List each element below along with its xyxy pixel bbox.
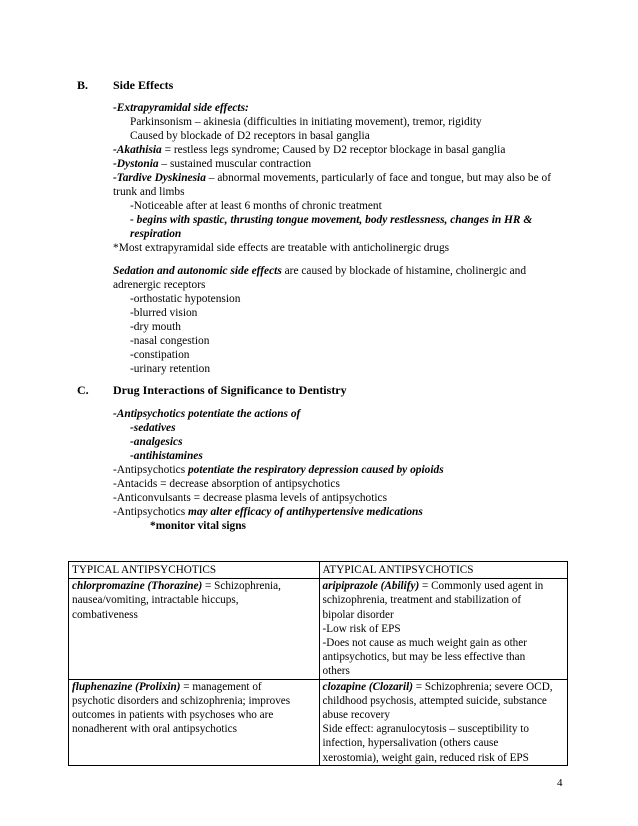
- eps-treatable-note: *Most extrapyramidal side effects are treatable with anticholinergic drugs: [113, 242, 450, 254]
- page-number: 4: [557, 777, 563, 789]
- antacids-line: -Antacids = decrease absorption of antipsychotics: [113, 478, 340, 490]
- cell-line: nonadherent with oral antipsychotics: [72, 723, 237, 736]
- autonomic-item: -urinary retention: [130, 363, 211, 375]
- table-row: [69, 679, 568, 765]
- td-note-noticeable: -Noticeable after at least 6 months of chronic treatment: [130, 200, 382, 212]
- atypical-cell: [319, 579, 567, 679]
- autonomic-item: -constipation: [130, 349, 190, 361]
- cell-line: Side effect: agranulocytosis – susceptibility to: [322, 723, 529, 736]
- section-b-letter: B.: [77, 78, 89, 92]
- cell-line: [72, 579, 316, 593]
- autonomic-item: -nasal congestion: [130, 335, 210, 347]
- typical-cell: [69, 579, 320, 679]
- tardive-dyskinesia-line: [113, 171, 551, 185]
- cell-text: = Schizophrenia,: [202, 580, 281, 593]
- sedation-desc-cont: adrenergic receptors: [113, 279, 206, 291]
- tardive-dyskinesia-desc: – abnormal movements, particularly of face and tongue, but may also be of: [205, 172, 552, 184]
- atypical-cell: [319, 679, 567, 765]
- cell-line: abuse recovery: [322, 709, 390, 722]
- section-c-letter: C.: [77, 383, 89, 397]
- cell-line: -Does not cause as much weight gain as other: [322, 637, 527, 650]
- section-c-title: Drug Interactions of Significance to Dentistry: [113, 383, 347, 397]
- parkinsonism-cause-line: Caused by blockade of D2 receptors in basal ganglia: [130, 130, 370, 142]
- cell-text: = management of: [180, 680, 262, 693]
- sedation-term: Sedation and autonomic side effects: [113, 265, 282, 277]
- typical-header: TYPICAL ANTIPSYCHOTICS: [69, 562, 320, 579]
- potentiate-heading: -Antipsychotics potentiate the actions of: [113, 408, 301, 420]
- cell-line: others: [322, 665, 350, 678]
- cell-line: [72, 680, 316, 694]
- antipsychotics-table: [68, 561, 568, 766]
- td-note-begins: - begins with spastic, thrusting tongue movement, body restlessness, changes in HR &: [130, 214, 533, 226]
- cell-text: = Commonly used agent in: [419, 580, 544, 593]
- autonomic-item: -orthostatic hypotension: [130, 293, 241, 305]
- cell-line: infection, hypersalivation (others cause: [322, 737, 499, 750]
- cell-line: xerostomia), weight gain, reduced risk of EPS: [322, 751, 529, 764]
- dystonia-line: [113, 157, 311, 171]
- typical-drug-name: fluphenazine (Prolixin): [72, 680, 181, 693]
- respiratory-prefix: -Antipsychotics: [113, 464, 188, 476]
- dystonia-term: -Dystonia: [113, 158, 159, 170]
- potentiate-item: -sedatives: [130, 422, 176, 434]
- cell-line: -Low risk of EPS: [322, 622, 401, 635]
- td-note-begins-cont: respiration: [130, 228, 182, 240]
- section-b-title: Side Effects: [113, 78, 174, 92]
- autonomic-item: -blurred vision: [130, 307, 198, 319]
- potentiate-item: -antihistamines: [130, 450, 203, 462]
- akathisia-desc: = restless legs syndrome; Caused by D2 receptor blockage in basal ganglia: [161, 144, 506, 156]
- atypical-header: ATYPICAL ANTIPSYCHOTICS: [319, 562, 567, 579]
- anticonvulsants-line: -Anticonvulsants = decrease plasma levels of antipsychotics: [113, 492, 388, 504]
- respiratory-bold: potentiate the respiratory depression caused by opioids: [187, 464, 444, 476]
- tardive-dyskinesia-desc-cont: trunk and limbs: [113, 186, 185, 198]
- cell-line: outcomes in patients with psychoses who are: [72, 709, 274, 722]
- cell-line: bipolar disorder: [322, 608, 394, 621]
- typical-cell: [69, 679, 320, 765]
- table-row: [69, 579, 568, 679]
- respiratory-depression-line: [113, 463, 444, 477]
- sedation-desc: are caused by blockade of histamine, cholinergic and: [281, 265, 527, 277]
- cell-line: [323, 680, 564, 694]
- antihypertensive-bold: may alter efficacy of antihypertensive medications: [187, 506, 423, 518]
- akathisia-term: -Akathisia: [113, 144, 162, 156]
- sedation-line: [113, 264, 526, 278]
- parkinsonism-line: Parkinsonism – akinesia (difficulties in initiating movement), tremor, rigidity: [130, 116, 482, 128]
- cell-line: childhood psychosis, attempted suicide, substance: [322, 694, 547, 707]
- atypical-drug-name: clozapine (Clozaril): [322, 680, 413, 693]
- atypical-drug-name: aripiprazole (Abilify): [322, 580, 420, 593]
- cell-line: antipsychotics, but may be less effective than: [322, 651, 526, 664]
- dystonia-desc: – sustained muscular contraction: [158, 158, 312, 170]
- cell-line: combativeness: [72, 608, 138, 621]
- typical-drug-name: chlorpromazine (Thorazine): [72, 580, 203, 593]
- cell-line: [323, 579, 564, 593]
- autonomic-item: -dry mouth: [130, 321, 181, 333]
- tardive-dyskinesia-term: -Tardive Dyskinesia: [113, 172, 206, 184]
- antihypertensive-prefix: -Antipsychotics: [113, 506, 188, 518]
- monitor-vital-signs: *monitor vital signs: [150, 520, 246, 532]
- cell-text: = Schizophrenia; severe OCD,: [412, 680, 553, 693]
- akathisia-line: [113, 143, 505, 157]
- cell-line: psychotic disorders and schizophrenia; improves: [72, 694, 291, 707]
- eps-heading: -Extrapyramidal side effects:: [113, 102, 249, 114]
- cell-line: nausea/vomiting, intractable hiccups,: [72, 594, 239, 607]
- table-header-row: [69, 562, 568, 579]
- cell-line: schizophrenia, treatment and stabilization of: [322, 594, 522, 607]
- antihypertensive-line: [113, 505, 423, 519]
- potentiate-item: -analgesics: [130, 436, 183, 448]
